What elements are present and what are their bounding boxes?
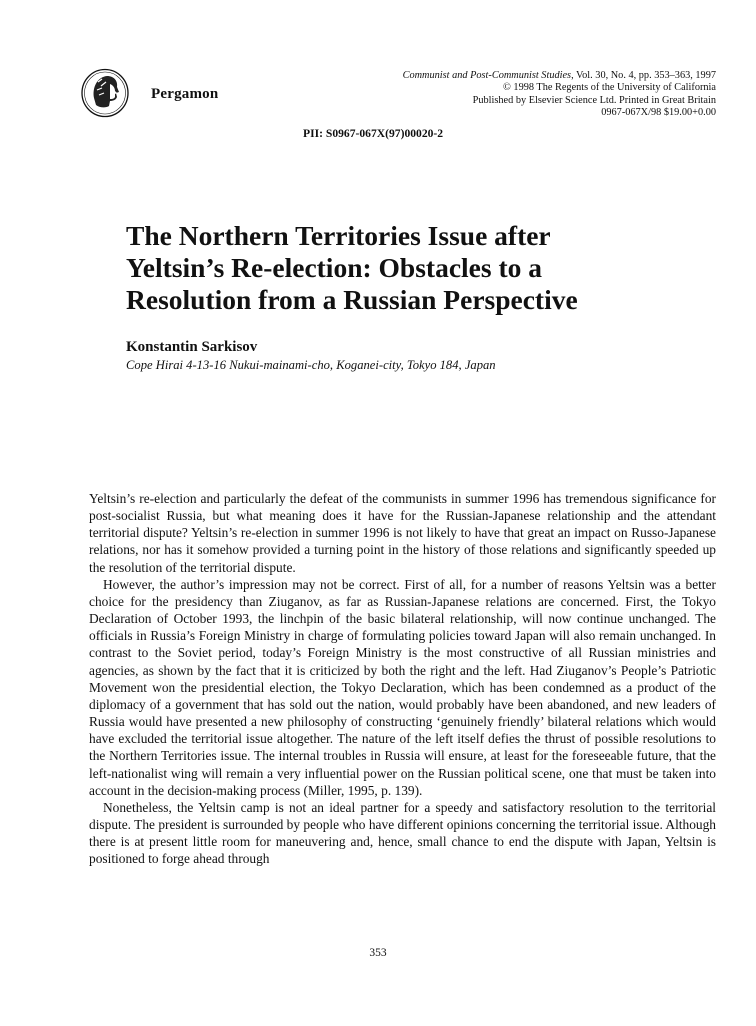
pergamon-logo-icon — [80, 68, 130, 118]
title-line: The Northern Territories Issue after — [126, 220, 551, 251]
journal-name: Communist and Post-Communist Studies — [402, 70, 572, 81]
article-title — [126, 220, 686, 316]
paragraph: Yeltsin’s re-election and particularly the defeat of the communists in summer 1996 has tremendous significance for post-socialist Russia, but what meaning does it have for the Russian-Japanese relationship and the attendant territorial dispute? Yeltsin’s re-election in summer 1996 is not likely to have that great an impact on Russo-Japanese relations, nor has it somehow provided a turning point in the history of those relations and significantly speeded up the resolution of the territorial dispute. — [89, 491, 716, 575]
title-line: Yeltsin’s Re-election: Obstacles to a — [126, 252, 542, 283]
author-name: Konstantin Sarkisov — [126, 339, 258, 355]
issn-price: 0967-067X/98 $19.00+0.00 — [601, 107, 716, 119]
paragraph: However, the author’s impression may not be correct. First of all, for a number of reasons Yeltsin was a better choice for the presidency than Ziuganov, as far as Russian-Japanese relations are concerned. First, the Tokyo Declaration of October 1993, the linchpin of the basic bilateral relationship, will now continue unchanged. The officials in Russia’s Foreign Ministry in charge of formulating policies toward Japan will also remain unchanged. In contrast to the Soviet period, today’s Foreign Ministry is the most constructive of all Russian ministries and agencies, as shown by the fact that it is criticized by both the right and the left. Had Ziuganov’s People’s Patriotic Movement won the presidential election, the Tokyo Declaration, which has been condemned as a product of the diplomacy of a government that has sold out the nation, would probably have been abandoned, and new leaders of Russia would have presented a new philosophy of constructing ‘genuinely friendly’ bilateral relations which would have excluded the territorial issue altogether. The nature of the left itself defies the thrust of possible resolutions to the Northern Territories issue. The internal troubles in Russia will ensure, at least for the foreseeable future, that the left-nationalist wing will remain a very influential power on the Russian political scene, one that must be taken into account in the decision-making process (Miller, 1995, p. 139). — [89, 576, 716, 798]
title-line: Resolution from a Russian Perspective — [126, 284, 578, 315]
volume-info: , Vol. 30, No. 4, pp. 353–363, 1997 — [571, 70, 716, 81]
pii-identifier: PII: S0967-067X(97)00020-2 — [303, 127, 444, 140]
paragraph: Nonetheless, the Yeltsin camp is not an ideal partner for a speedy and satisfactory resolution to the territorial dispute. The president is surrounded by people who have different opinions concerning the territorial issue. Although there is at present little room for maneuvering and, hence, small chance to end the dispute with Japan, Yeltsin is positioned to forge ahead through — [89, 799, 716, 867]
page-number: 353 — [369, 947, 387, 959]
author-affiliation: Cope Hirai 4-13-16 Nukui-mainami-cho, Koganei-city, Tokyo 184, Japan — [126, 358, 496, 372]
copyright-line: © 1998 The Regents of the University of California — [503, 82, 716, 94]
journal-citation — [403, 70, 716, 82]
publisher-name: Pergamon — [151, 86, 219, 102]
citation-block — [403, 70, 716, 120]
body-text — [89, 490, 716, 867]
printer-line: Published by Elsevier Science Ltd. Printed in Great Britain — [472, 94, 716, 106]
